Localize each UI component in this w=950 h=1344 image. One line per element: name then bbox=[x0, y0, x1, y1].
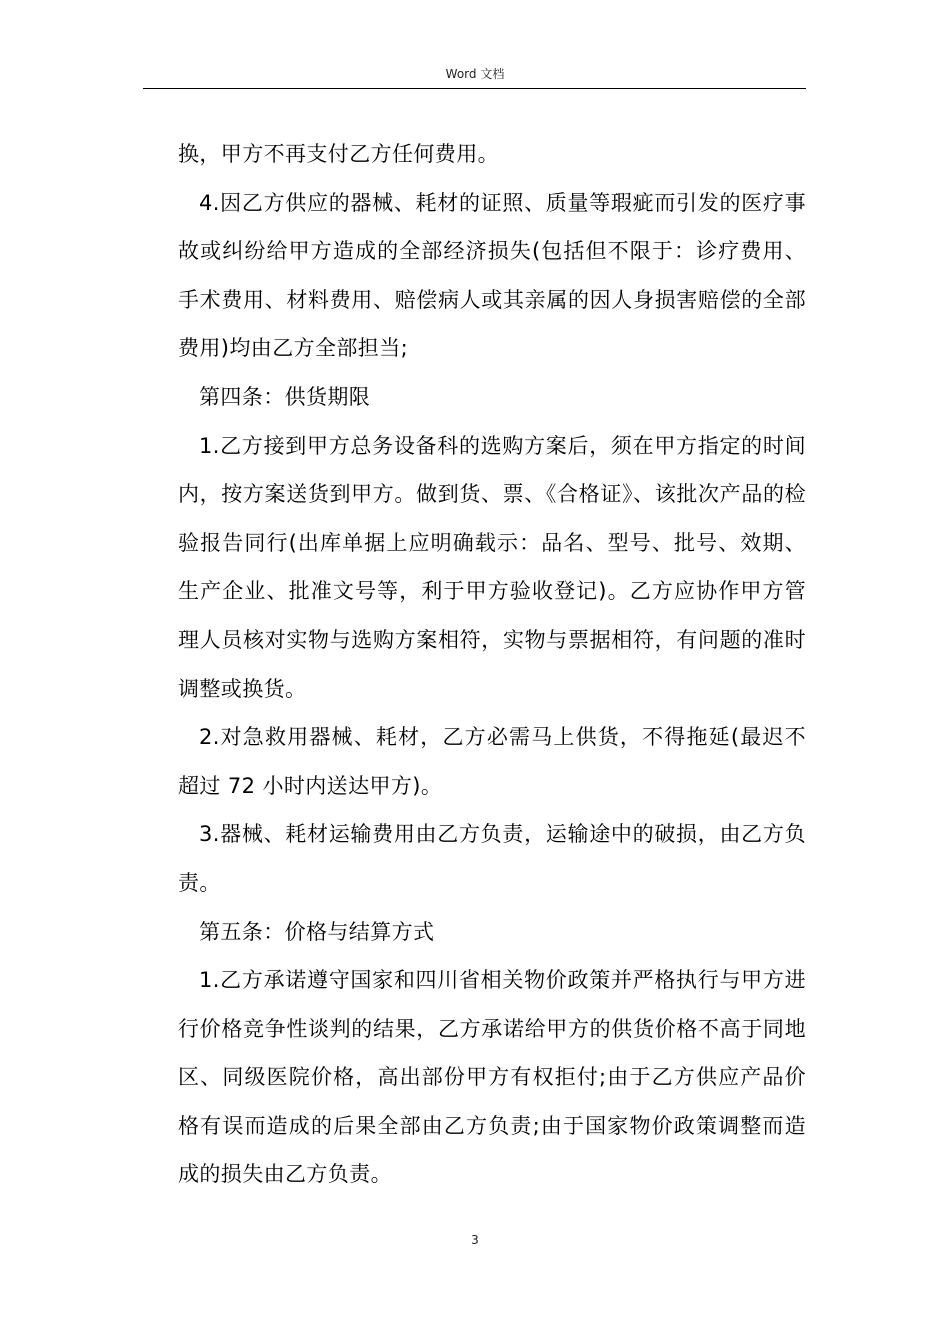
section-heading-article-4: 第四条：供货期限 bbox=[199, 384, 371, 409]
page-header: Word 文档 bbox=[445, 67, 505, 81]
paragraph-clause-4: 4.因乙方供应的器械、耗材的证照、质量等瑕疵而引发的医疗事故或纠纷给甲方造成的全部经济损失(包括但不限于：诊疗费用、手术费用、材料费用、赔偿病人或其亲属的因人身损害赔偿的全部费用)均由乙方全部担当; bbox=[178, 190, 806, 361]
header-divider bbox=[143, 88, 806, 89]
paragraph-price-clause-1: 1.乙方承诺遵守国家和四川省相关物价政策并严格执行与甲方进行价格竞争性谈判的结果，乙方承诺给甲方的供货价格不高于同地区、同级医院价格，高出部份甲方有权拒付;由于乙方供应产品价格有误而造成的后果全部由乙方负责;由于国家物价政策调整而造成的损失由乙方负责。 bbox=[178, 968, 806, 1187]
paragraph-clause-2: 2.对急救用器械、耗材，乙方必需马上供货，不得拖延(最迟不超过 72 小时内送达甲方)。 bbox=[178, 725, 806, 798]
paragraph-clause-3: 3.器械、耗材运输费用由乙方负责，运输途中的破损，由乙方负责。 bbox=[178, 822, 806, 895]
document-body bbox=[178, 130, 806, 1199]
paragraph-clause-1: 1.乙方接到甲方总务设备科的选购方案后，须在甲方指定的时间内，按方案送货到甲方。做到货、票、《合格证》、该批次产品的检验报告同行(出库单据上应明确载示：品名、型号、批号、效期、生产企业、批准文号等，利于甲方验收登记)。乙方应协作甲方管理人员核对实物与选购方案相符，实物与票据相符，有问题的准时调整或换货。 bbox=[178, 433, 806, 701]
paragraph-continuation: 换，甲方不再支付乙方任何费用。 bbox=[178, 142, 499, 166]
section-heading-article-5: 第五条：价格与结算方式 bbox=[199, 919, 435, 944]
page-number: 3 bbox=[471, 1233, 479, 1247]
